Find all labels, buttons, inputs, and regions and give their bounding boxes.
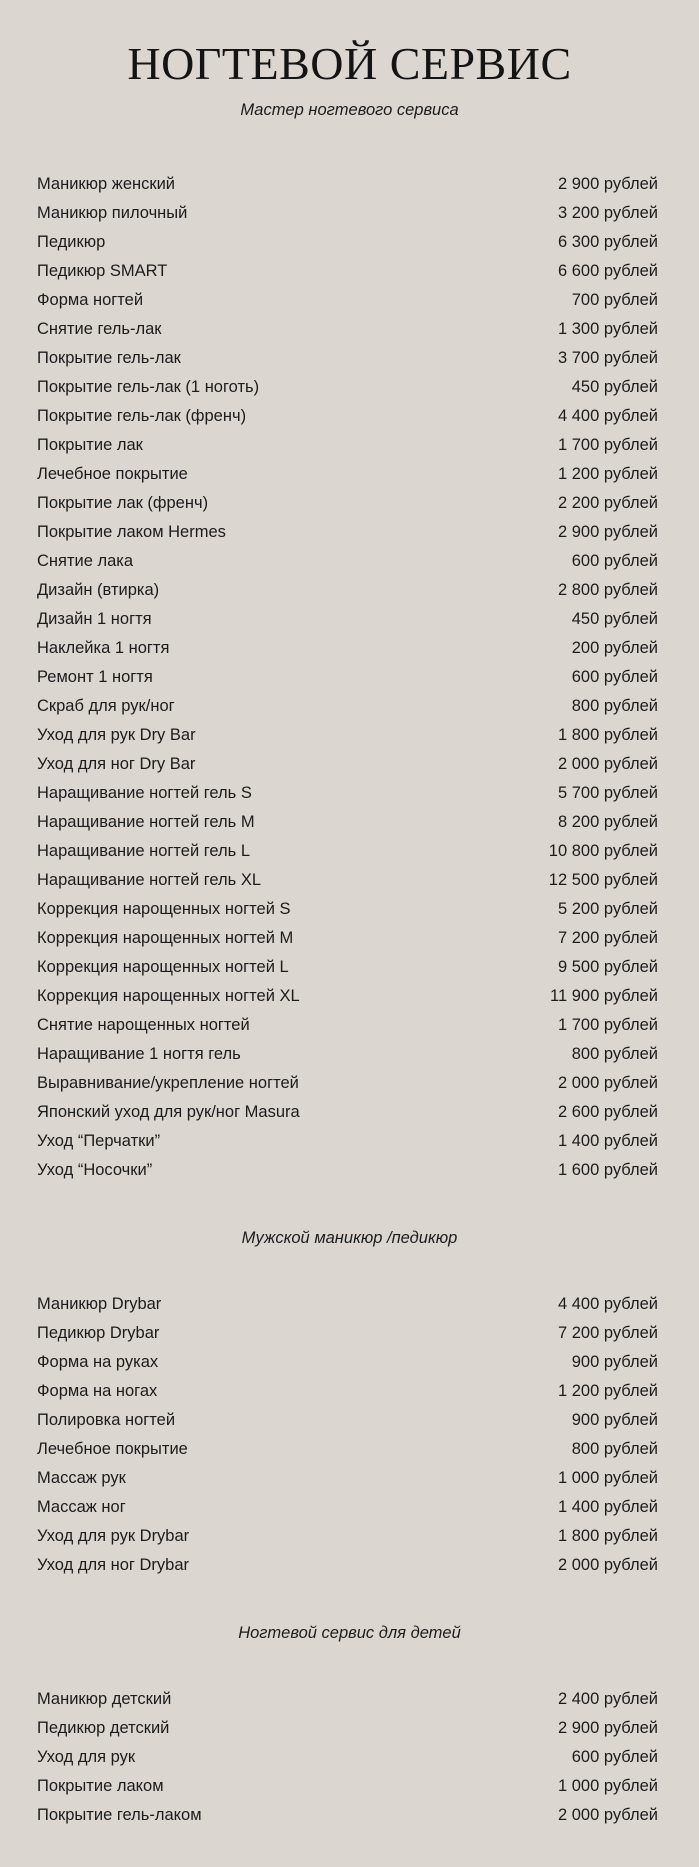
service-price: 450 рублей <box>571 610 658 628</box>
service-name: Уход “Перчатки” <box>37 1132 161 1150</box>
service-name: Уход для рук Dry Bar <box>37 726 196 744</box>
service-name: Коррекция нарощенных ногтей L <box>37 958 289 976</box>
service-name: Коррекция нарощенных ногтей M <box>37 929 294 947</box>
price-list-men <box>37 1290 658 1580</box>
price-row <box>37 924 658 953</box>
service-price: 4 400 рублей <box>557 1295 658 1313</box>
service-price: 1 800 рублей <box>557 1527 658 1545</box>
section-heading-master: Мастер ногтевого сервиса <box>240 101 459 119</box>
service-name: Массаж ног <box>37 1498 126 1516</box>
price-row <box>37 1801 658 1830</box>
service-price: 2 900 рублей <box>557 1719 658 1737</box>
service-name: Коррекция нарощенных ногтей S <box>37 900 291 918</box>
service-name: Маникюр Drybar <box>37 1295 162 1313</box>
service-name: Лечебное покрытие <box>37 465 188 483</box>
service-price: 2 400 рублей <box>557 1690 658 1708</box>
price-row <box>37 1011 658 1040</box>
price-row <box>37 489 658 518</box>
service-price: 900 рублей <box>571 1411 658 1429</box>
service-name: Уход “Носочки” <box>37 1161 153 1179</box>
service-name: Покрытие гель-лаком <box>37 1806 202 1824</box>
service-price: 2 000 рублей <box>557 1074 658 1092</box>
price-row <box>37 1743 658 1772</box>
service-name: Снятие нарощенных ногтей <box>37 1016 250 1034</box>
service-name: Покрытие лак (френч) <box>37 494 209 512</box>
price-row <box>37 1127 658 1156</box>
price-row <box>37 721 658 750</box>
service-price: 2 600 рублей <box>557 1103 658 1121</box>
service-name: Коррекция нарощенных ногтей XL <box>37 987 300 1005</box>
price-row <box>37 1551 658 1580</box>
service-price: 1 000 рублей <box>557 1777 658 1795</box>
price-row <box>37 1464 658 1493</box>
service-price: 700 рублей <box>571 291 658 309</box>
service-name: Японский уход для рук/ног Masura <box>37 1103 300 1121</box>
price-row <box>37 402 658 431</box>
price-list-kids <box>37 1685 658 1830</box>
price-row <box>37 750 658 779</box>
service-price: 600 рублей <box>571 668 658 686</box>
service-name: Массаж рук <box>37 1469 126 1487</box>
service-name: Маникюр детский <box>37 1690 172 1708</box>
price-row <box>37 373 658 402</box>
price-row <box>37 1040 658 1069</box>
service-price: 600 рублей <box>571 552 658 570</box>
service-price: 11 900 рублей <box>550 987 658 1005</box>
price-row <box>37 1290 658 1319</box>
price-row <box>37 286 658 315</box>
price-row <box>37 953 658 982</box>
service-name: Педикюр Drybar <box>37 1324 160 1342</box>
service-price: 1 200 рублей <box>557 1382 658 1400</box>
price-row <box>37 866 658 895</box>
price-list-master <box>37 170 658 1185</box>
service-price: 2 900 рублей <box>557 523 658 541</box>
section-heading-kids: Ногтевой сервис для детей <box>238 1624 461 1642</box>
service-price: 2 000 рублей <box>557 755 658 773</box>
service-price: 2 900 рублей <box>557 175 658 193</box>
price-row <box>37 547 658 576</box>
service-name: Уход для ног Drybar <box>37 1556 190 1574</box>
service-price: 7 200 рублей <box>557 1324 658 1342</box>
page-title: НОГТЕВОЙ СЕРВИС <box>127 38 572 89</box>
service-price: 3 700 рублей <box>557 349 658 367</box>
service-name: Форма на руках <box>37 1353 159 1371</box>
price-row <box>37 344 658 373</box>
price-row <box>37 1377 658 1406</box>
service-name: Дизайн 1 ногтя <box>37 610 152 628</box>
price-row <box>37 1493 658 1522</box>
service-price: 2 200 рублей <box>557 494 658 512</box>
service-price: 1 600 рублей <box>557 1161 658 1179</box>
service-price: 3 200 рублей <box>557 204 658 222</box>
service-price: 10 800 рублей <box>548 842 658 860</box>
service-name: Маникюр женский <box>37 175 176 193</box>
service-price: 450 рублей <box>571 378 658 396</box>
service-name: Покрытие лак <box>37 436 143 454</box>
service-price: 600 рублей <box>571 1748 658 1766</box>
price-row <box>37 460 658 489</box>
price-row <box>37 1772 658 1801</box>
price-row <box>37 605 658 634</box>
service-name: Маникюр пилочный <box>37 204 188 222</box>
price-row <box>37 634 658 663</box>
service-price: 1 700 рублей <box>557 436 658 454</box>
service-name: Выравнивание/укрепление ногтей <box>37 1074 299 1092</box>
service-name: Скраб для рук/ног <box>37 697 175 715</box>
service-price: 1 200 рублей <box>557 465 658 483</box>
price-row <box>37 837 658 866</box>
service-price: 9 500 рублей <box>557 958 658 976</box>
price-row <box>37 1685 658 1714</box>
service-price: 8 200 рублей <box>557 813 658 831</box>
service-price: 800 рублей <box>571 697 658 715</box>
service-name: Покрытие гель-лак (френч) <box>37 407 247 425</box>
price-row <box>37 663 658 692</box>
service-price: 200 рублей <box>571 639 658 657</box>
price-row <box>37 1098 658 1127</box>
price-row <box>37 982 658 1011</box>
service-price: 6 600 рублей <box>557 262 658 280</box>
service-price: 1 800 рублей <box>557 726 658 744</box>
service-name: Снятие гель-лак <box>37 320 162 338</box>
service-name: Педикюр SMART <box>37 262 168 280</box>
service-name: Наращивание ногтей гель M <box>37 813 255 831</box>
price-row <box>37 1348 658 1377</box>
service-name: Наращивание 1 ногтя гель <box>37 1045 241 1063</box>
service-price: 1 700 рублей <box>557 1016 658 1034</box>
service-name: Наращивание ногтей гель S <box>37 784 252 802</box>
price-row <box>37 315 658 344</box>
price-row <box>37 576 658 605</box>
service-name: Ремонт 1 ногтя <box>37 668 153 686</box>
service-name: Снятие лака <box>37 552 134 570</box>
price-row <box>37 895 658 924</box>
price-row <box>37 1435 658 1464</box>
price-row <box>37 257 658 286</box>
price-row <box>37 808 658 837</box>
service-name: Форма ногтей <box>37 291 144 309</box>
price-row <box>37 518 658 547</box>
service-name: Лечебное покрытие <box>37 1440 188 1458</box>
price-row <box>37 1069 658 1098</box>
price-row <box>37 199 658 228</box>
section-heading-men: Мужской маникюр /педикюр <box>241 1229 458 1247</box>
service-price: 800 рублей <box>571 1440 658 1458</box>
price-row <box>37 170 658 199</box>
service-price: 2 000 рублей <box>557 1806 658 1824</box>
service-name: Дизайн (втирка) <box>37 581 160 599</box>
service-price: 1 000 рублей <box>557 1469 658 1487</box>
price-row <box>37 1156 658 1185</box>
service-name: Педикюр детский <box>37 1719 170 1737</box>
service-price: 7 200 рублей <box>557 929 658 947</box>
price-row <box>37 1319 658 1348</box>
service-name: Покрытие лаком Hermes <box>37 523 226 541</box>
service-price: 6 300 рублей <box>557 233 658 251</box>
service-name: Покрытие гель-лак (1 ноготь) <box>37 378 260 396</box>
service-price: 12 500 рублей <box>548 871 658 889</box>
service-price: 2 000 рублей <box>557 1556 658 1574</box>
service-price: 5 200 рублей <box>557 900 658 918</box>
price-row <box>37 1522 658 1551</box>
service-name: Полировка ногтей <box>37 1411 176 1429</box>
service-name: Уход для рук <box>37 1748 136 1766</box>
service-name: Наклейка 1 ногтя <box>37 639 170 657</box>
service-name: Уход для ног Dry Bar <box>37 755 196 773</box>
service-price: 1 400 рублей <box>557 1498 658 1516</box>
price-row <box>37 431 658 460</box>
price-row <box>37 779 658 808</box>
service-name: Форма на ногах <box>37 1382 158 1400</box>
service-price: 4 400 рублей <box>557 407 658 425</box>
service-price: 1 400 рублей <box>557 1132 658 1150</box>
service-name: Наращивание ногтей гель L <box>37 842 251 860</box>
service-name: Педикюр <box>37 233 106 251</box>
service-name: Наращивание ногтей гель XL <box>37 871 262 889</box>
service-name: Покрытие лаком <box>37 1777 164 1795</box>
service-price: 1 300 рублей <box>557 320 658 338</box>
service-name: Уход для рук Drybar <box>37 1527 190 1545</box>
price-row <box>37 1406 658 1435</box>
price-row <box>37 1714 658 1743</box>
service-price: 800 рублей <box>571 1045 658 1063</box>
price-row <box>37 228 658 257</box>
service-price: 5 700 рублей <box>557 784 658 802</box>
service-price: 900 рублей <box>571 1353 658 1371</box>
service-price: 2 800 рублей <box>557 581 658 599</box>
price-row <box>37 692 658 721</box>
service-name: Покрытие гель-лак <box>37 349 181 367</box>
